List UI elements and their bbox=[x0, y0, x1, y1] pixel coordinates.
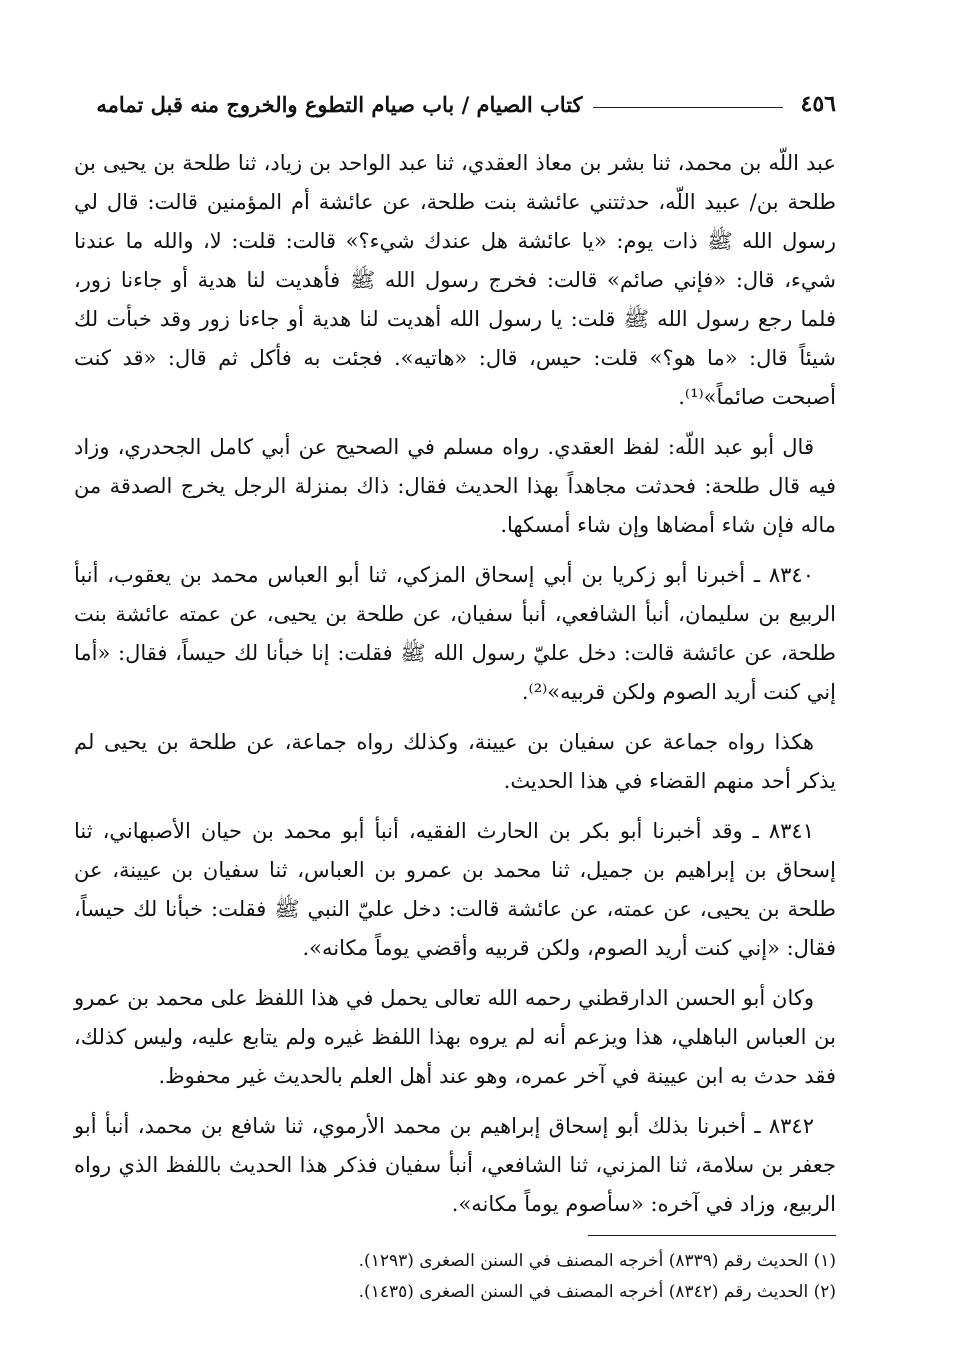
footnote-1: (١) الحديث رقم (٨٣٣٩) أخرجه المصنف في السنن الصغرى (١٢٩٣). bbox=[358, 1251, 836, 1271]
footnotes bbox=[74, 1246, 836, 1308]
page-header bbox=[74, 82, 836, 126]
footnote-2: (٢) الحديث رقم (٨٣٤٢) أخرجه المصنف في السنن الصغرى (١٤٣٥). bbox=[358, 1282, 836, 1302]
book-page bbox=[74, 82, 836, 1308]
hadith-8341: ٨٣٤١ ـ وقد أخبرنا أبو بكر بن الحارث الفقيه، أنبأ أبو محمد بن حيان الأصبهاني، ثنا إسحاق بن إبراهيم بن جميل، ثنا محمد بن عمرو بن العباس، ثنا سفيان بن عيينة، عن طلحة بن يحيى، عن عمته، عن عائشة قالت: دخل عليّ النبي ﷺ فقلت: خبأنا لك حيساً، فقال: «إني كنت أريد الصوم، ولكن قربيه وأقضي يوماً مكانه». bbox=[74, 819, 836, 960]
header-rule bbox=[593, 107, 783, 108]
body-text bbox=[74, 144, 836, 1224]
paragraph: عبد اللّه بن محمد، ثنا بشر بن معاذ العقدي، ثنا عبد الواحد بن زياد، ثنا طلحة بن يحيى بن طلحة بن/ عبيد اللّه، حدثتني عائشة بنت طلحة، عن عائشة أم المؤمنين قالت: قال لي رسول الله ﷺ ذات يوم: «يا عائشة هل عندك شيء؟» قالت: قلت: لا، والله ما عندنا شيء، قال: «فإني صائم» قالت: فخرج رسول الله ﷺ فأهديت لنا هدية أو جاءنا زور، فلما رجع رسول الله ﷺ قلت: يا رسول الله أهديت لنا هدية أو جاءنا زور وقد خبأت لك شيئاً قال: «ما هو؟» قلت: حيس، قال: «هاتيه». فجئت به فأكل ثم قال: «قد كنت أصبحت صائماً»⁽¹⁾. bbox=[74, 151, 836, 409]
paragraph: وكان أبو الحسن الدارقطني رحمه الله تعالى يحمل في هذا اللفظ على محمد بن عمرو بن العباس الباهلي، هذا ويزعم أنه لم يروه بهذا اللفظ غيره ولم يتابع عليه، وليس كذلك، فقد حدث به ابن عيينة في آخر عمره، وهو عند أهل العلم بالحديث غير محفوظ. bbox=[74, 986, 836, 1088]
footnote-divider bbox=[588, 1235, 836, 1236]
hadith-8340: ٨٣٤٠ ـ أخبرنا أبو زكريا بن أبي إسحاق المزكي، ثنا أبو العباس محمد بن يعقوب، أنبأ الربيع بن سليمان، أنبأ الشافعي، أنبأ سفيان، عن طلحة بن يحيى، عن عمته عائشة بنت طلحة، عن عائشة قالت: دخل عليّ رسول الله ﷺ فقلت: إنا خبأنا لك حيساً، فقال: «أما إني كنت أريد الصوم ولكن قربيه»⁽²⁾. bbox=[74, 563, 836, 704]
hadith-8342: ٨٣٤٢ ـ أخبرنا بذلك أبو إسحاق إبراهيم بن محمد الأرموي، ثنا شافع بن محمد، أنبأ أبو جعفر بن سلامة، ثنا المزني، ثنا الشافعي، أنبأ سفيان فذكر هذا الحديث باللفظ الذي رواه الربيع، وزاد في آخره: «سأصوم يوماً مكانه». bbox=[74, 1114, 836, 1216]
paragraph: قال أبو عبد اللّه: لفظ العقدي. رواه مسلم في الصحيح عن أبي كامل الجحدري، وزاد فيه قال طلحة: فحدثت مجاهداً بهذا الحديث فقال: ذاك بمنزلة الرجل يخرج الصدقة من ماله فإن شاء أمضاها وإن شاء أمسكها. bbox=[74, 435, 836, 537]
paragraph: هكذا رواه جماعة عن سفيان بن عيينة، وكذلك رواه جماعة، عن طلحة بن يحيى لم يذكر أحد منهم القضاء في هذا الحديث. bbox=[74, 730, 836, 793]
running-title: كتاب الصيام / باب صيام التطوع والخروج منه قبل تمامه bbox=[96, 91, 583, 117]
page-number: ٤٥٦ bbox=[800, 91, 836, 117]
